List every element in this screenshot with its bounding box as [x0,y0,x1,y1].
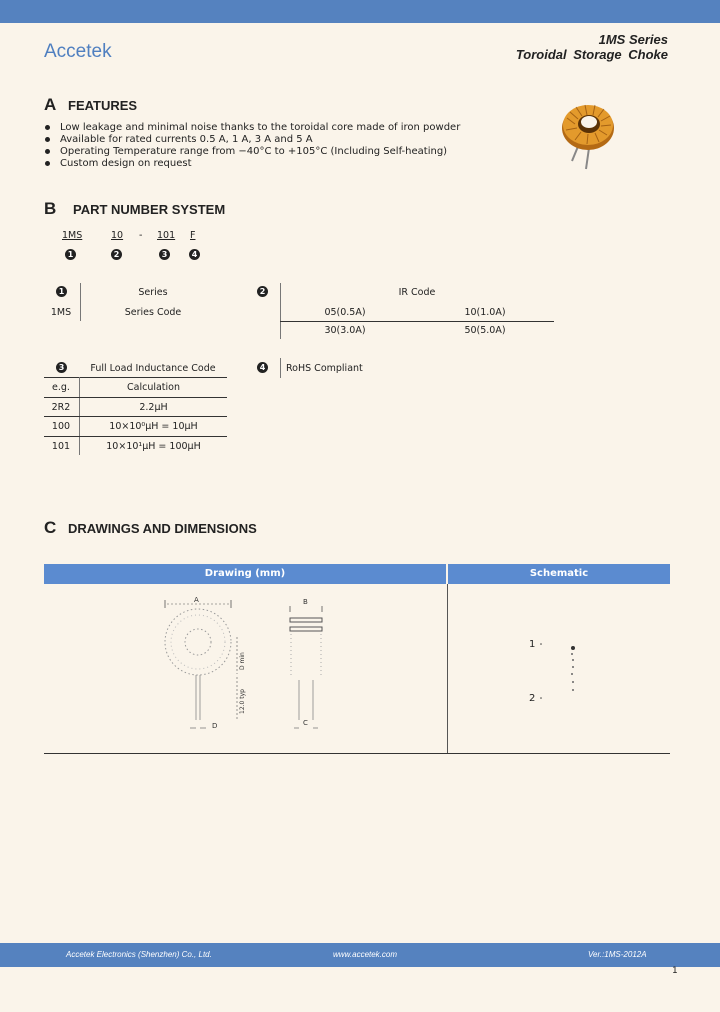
inductance-calc: 10×10⁰μH = 10μH [109,421,198,432]
footer-company: Accetek Electronics (Shenzhen) Co., Ltd. [66,950,212,959]
features-list [44,122,460,170]
section-c-letter: C [44,518,57,537]
feature-item: Available for rated currents 0.5 A, 1 A, 3 A and 5 A [44,134,460,146]
dim-label-pin-length: 12.0 typ [239,689,246,714]
ir-cell: 50(5.0A) [464,325,506,336]
series-marker: 1 [56,286,67,297]
series-desc: Series Code [124,307,182,318]
schematic-column-header: Schematic [448,564,670,584]
ir-cell: 30(3.0A) [324,325,366,336]
toroid-dimension-drawing [160,592,340,742]
inductance-calc: 2.2μH [139,402,168,413]
code-inductance: 101 [157,230,176,241]
footer-version: Ver.:1MS-2012A [588,950,647,959]
code-ir: 10 [111,230,124,241]
drawing-column-header: Drawing (mm) [44,564,446,584]
ir-cell: 05(0.5A) [324,307,366,318]
ir-header: IR Code [398,287,436,298]
inductance-line [44,416,227,417]
dim-label-d: D [212,722,218,730]
dim-label-a: A [194,596,199,604]
series-divider [80,283,81,321]
series-title: 1MS Series [598,32,668,47]
ir-row-line [280,321,554,322]
code-rohs: F [190,230,196,241]
schematic-pin-1: 1 [529,639,536,650]
marker-4: 4 [189,249,200,260]
inductance-calc: 10×10¹μH = 100μH [106,441,201,452]
rohs-label: RoHS Compliant [286,363,363,374]
product-subtitle: Toroidal Storage Choke [515,47,668,62]
inductance-code: 100 [51,421,71,432]
brand-logo: Accetek [44,41,112,62]
inductance-code: 2R2 [51,402,71,413]
section-a-letter: A [44,95,57,114]
series-header: Series [138,287,168,298]
part-number-title: PART NUMBER SYSTEM [73,202,226,217]
dimensions-title: DRAWINGS AND DIMENSIONS [68,521,257,536]
code-dash: - [139,230,143,241]
schematic-drawing [525,630,585,708]
inductance-line [44,436,227,437]
schematic-pin-2: 2 [529,693,536,704]
dim-label-c: C [303,719,308,727]
marker-2: 2 [111,249,122,260]
footer-website[interactable]: www.accetek.com [333,950,398,959]
feature-item: Operating Temperature range from −40°C to +105°C (Including Self-heating) [44,146,460,158]
dimension-bottom-line [44,753,670,754]
dimension-divider [447,584,448,753]
ir-marker: 2 [257,286,268,297]
dim-label-dmin: D min [239,652,246,670]
series-code: 1MS [50,307,72,318]
code-series: 1MS [62,230,83,241]
inductance-line [44,377,227,378]
inductance-calc: Calculation [127,382,180,393]
inductance-line [44,397,227,398]
inductance-header: Full Load Inductance Code [90,363,216,374]
rohs-divider [280,358,281,378]
dim-label-b: B [303,598,308,606]
top-bar [0,0,720,23]
marker-3: 3 [159,249,170,260]
feature-item: Custom design on request [44,158,460,170]
features-title: FEATURES [68,98,138,113]
rohs-marker: 4 [257,362,268,373]
ir-cell: 10(1.0A) [464,307,506,318]
inductance-code: 101 [51,441,71,452]
feature-item: Low leakage and minimal noise thanks to the toroidal core made of iron powder [44,122,460,134]
inductance-code: e.g. [52,382,70,393]
ir-divider [280,283,281,339]
toroid-product-photo [555,98,621,170]
marker-1: 1 [65,249,76,260]
inductance-marker: 3 [56,362,67,373]
section-b-letter: B [44,199,57,218]
page-number: 1 [672,966,678,976]
